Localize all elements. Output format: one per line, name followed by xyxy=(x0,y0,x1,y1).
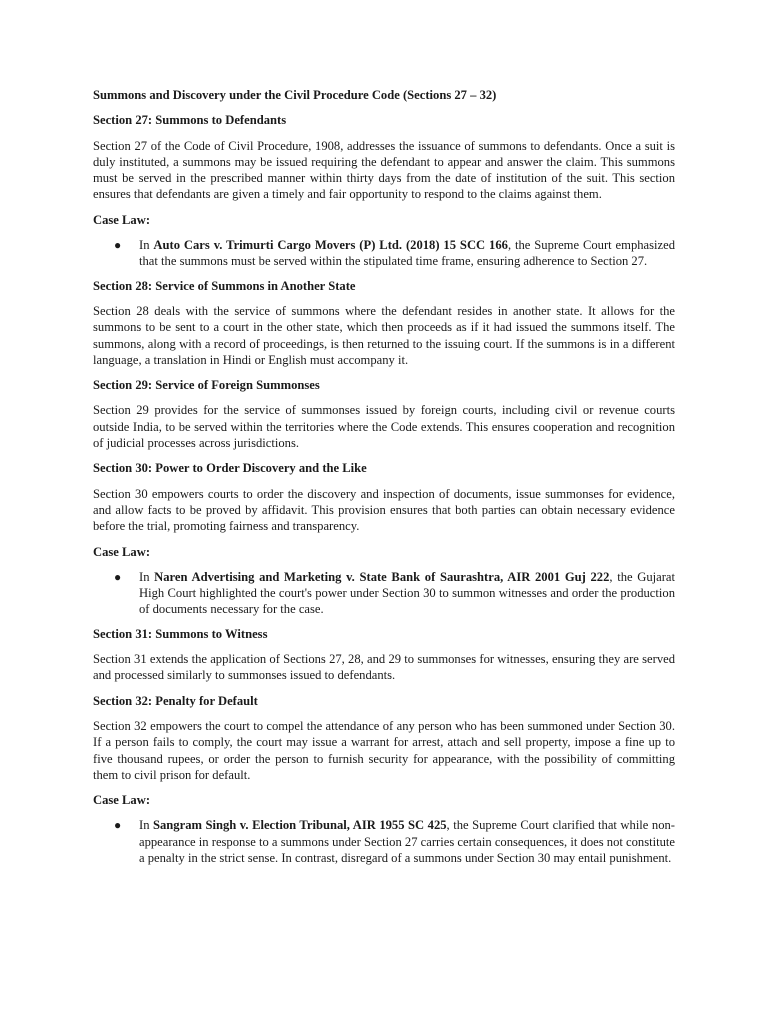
document-title: Summons and Discovery under the Civil Procedure Code (Sections 27 – 32) xyxy=(93,88,497,102)
section-30-case-list xyxy=(93,569,675,618)
case-item: ● In Sangram Singh v. Election Tribunal, AIR 1955 SC 425, the Supreme Court clarified that while non-appearance in response to a summons under Section 27 carries certain consequences, it does not constitute a penalty in the strict sense. In contrast, disregard of a summons under Section 30 may entail punishment. xyxy=(114,818,675,865)
case-citation: Naren Advertising and Marketing v. State Bank of Saurashtra, AIR 2001 Guj 222 xyxy=(154,569,610,584)
section-31-heading: Section 31: Summons to Witness xyxy=(93,626,268,641)
section-30-text: Section 30 empowers courts to order the discovery and inspection of documents, issue summonses for evidence, and allow facts to be proved by affidavit. This provision ensures that both parties can obtain necessary evidence before the trial, promoting fairness and transparency. xyxy=(93,486,675,534)
bullet-icon: ● xyxy=(114,818,122,833)
section-27-text: Section 27 of the Code of Civil Procedure, 1908, addresses the issuance of summons to defendants. Once a suit is duly instituted, a summons may be issued requiring the defendant to appear and answer the claim. This summons must be served in the prescribed manner within thirty days from the date of institution of the suit. This section ensures that defendants are given a timely and fair opportunity to respond to the claims against them. xyxy=(93,138,675,202)
bullet-icon: ● xyxy=(114,569,122,584)
section-28-text: Section 28 deals with the service of summons where the defendant resides in another state. It allows for the summons to be sent to a court in the other state, which then proceeds as if it had issued the summons itself. The summons, along with a record of proceedings, is then returned to the issuing court. If the summons is in a different language, a translation in Hindi or English must accompany it. xyxy=(93,303,675,367)
section-27-case-list xyxy=(93,237,675,270)
bullet-icon: ● xyxy=(114,238,122,253)
section-32-text: Section 32 empowers the court to compel the attendance of any person who has been summoned under Section 30. If a person fails to comply, the court may issue a warrant for arrest, attach and sell property, impose a fine up to five thousand rupees, or order the person to furnish security for appearance, with the possibility of committing them to civil prison for default. xyxy=(93,718,675,782)
section-30-heading: Section 30: Power to Order Discovery and the Like xyxy=(93,461,367,476)
section-31-text: Section 31 extends the application of Sections 27, 28, and 29 to summonses for witnesses, ensuring they are served and processed similarly to summonses issued to defendants. xyxy=(93,652,675,683)
section-32-case-list xyxy=(93,817,675,866)
case-item: ● In Auto Cars v. Trimurti Cargo Movers (P) Ltd. (2018) 15 SCC 166, the Supreme Court emphasized that the summons must be served within the stipulated time frame, ensuring adherence to Section 27. xyxy=(114,238,675,269)
section-29-heading: Section 29: Service of Foreign Summonses xyxy=(93,378,320,393)
section-32-heading: Section 32: Penalty for Default xyxy=(93,693,258,708)
section-28-heading: Section 28: Service of Summons in Another State xyxy=(93,278,356,293)
case-citation: Auto Cars v. Trimurti Cargo Movers (P) Ltd. (2018) 15 SCC 166 xyxy=(153,238,508,253)
case-citation: Sangram Singh v. Election Tribunal, AIR 1955 SC 425 xyxy=(153,818,447,833)
section-30-case-law-label: Case Law: xyxy=(93,544,151,559)
document-page xyxy=(93,87,675,874)
section-32-case-law-label: Case Law: xyxy=(93,793,151,808)
case-item: ● In Naren Advertising and Marketing v. State Bank of Saurashtra, AIR 2001 Guj 222, the Gujarat High Court highlighted the court's power under Section 30 to summon witnesses and order the production of documents necessary for the case. xyxy=(114,569,676,617)
section-29-text: Section 29 provides for the service of summonses issued by foreign courts, including civil or revenue courts outside India, to be served within the territories where the Code extends. This ensures cooperation and recognition of judicial processes across jurisdictions. xyxy=(93,403,675,451)
section-27-heading: Section 27: Summons to Defendants xyxy=(93,113,287,128)
section-27-case-law-label: Case Law: xyxy=(93,212,151,227)
